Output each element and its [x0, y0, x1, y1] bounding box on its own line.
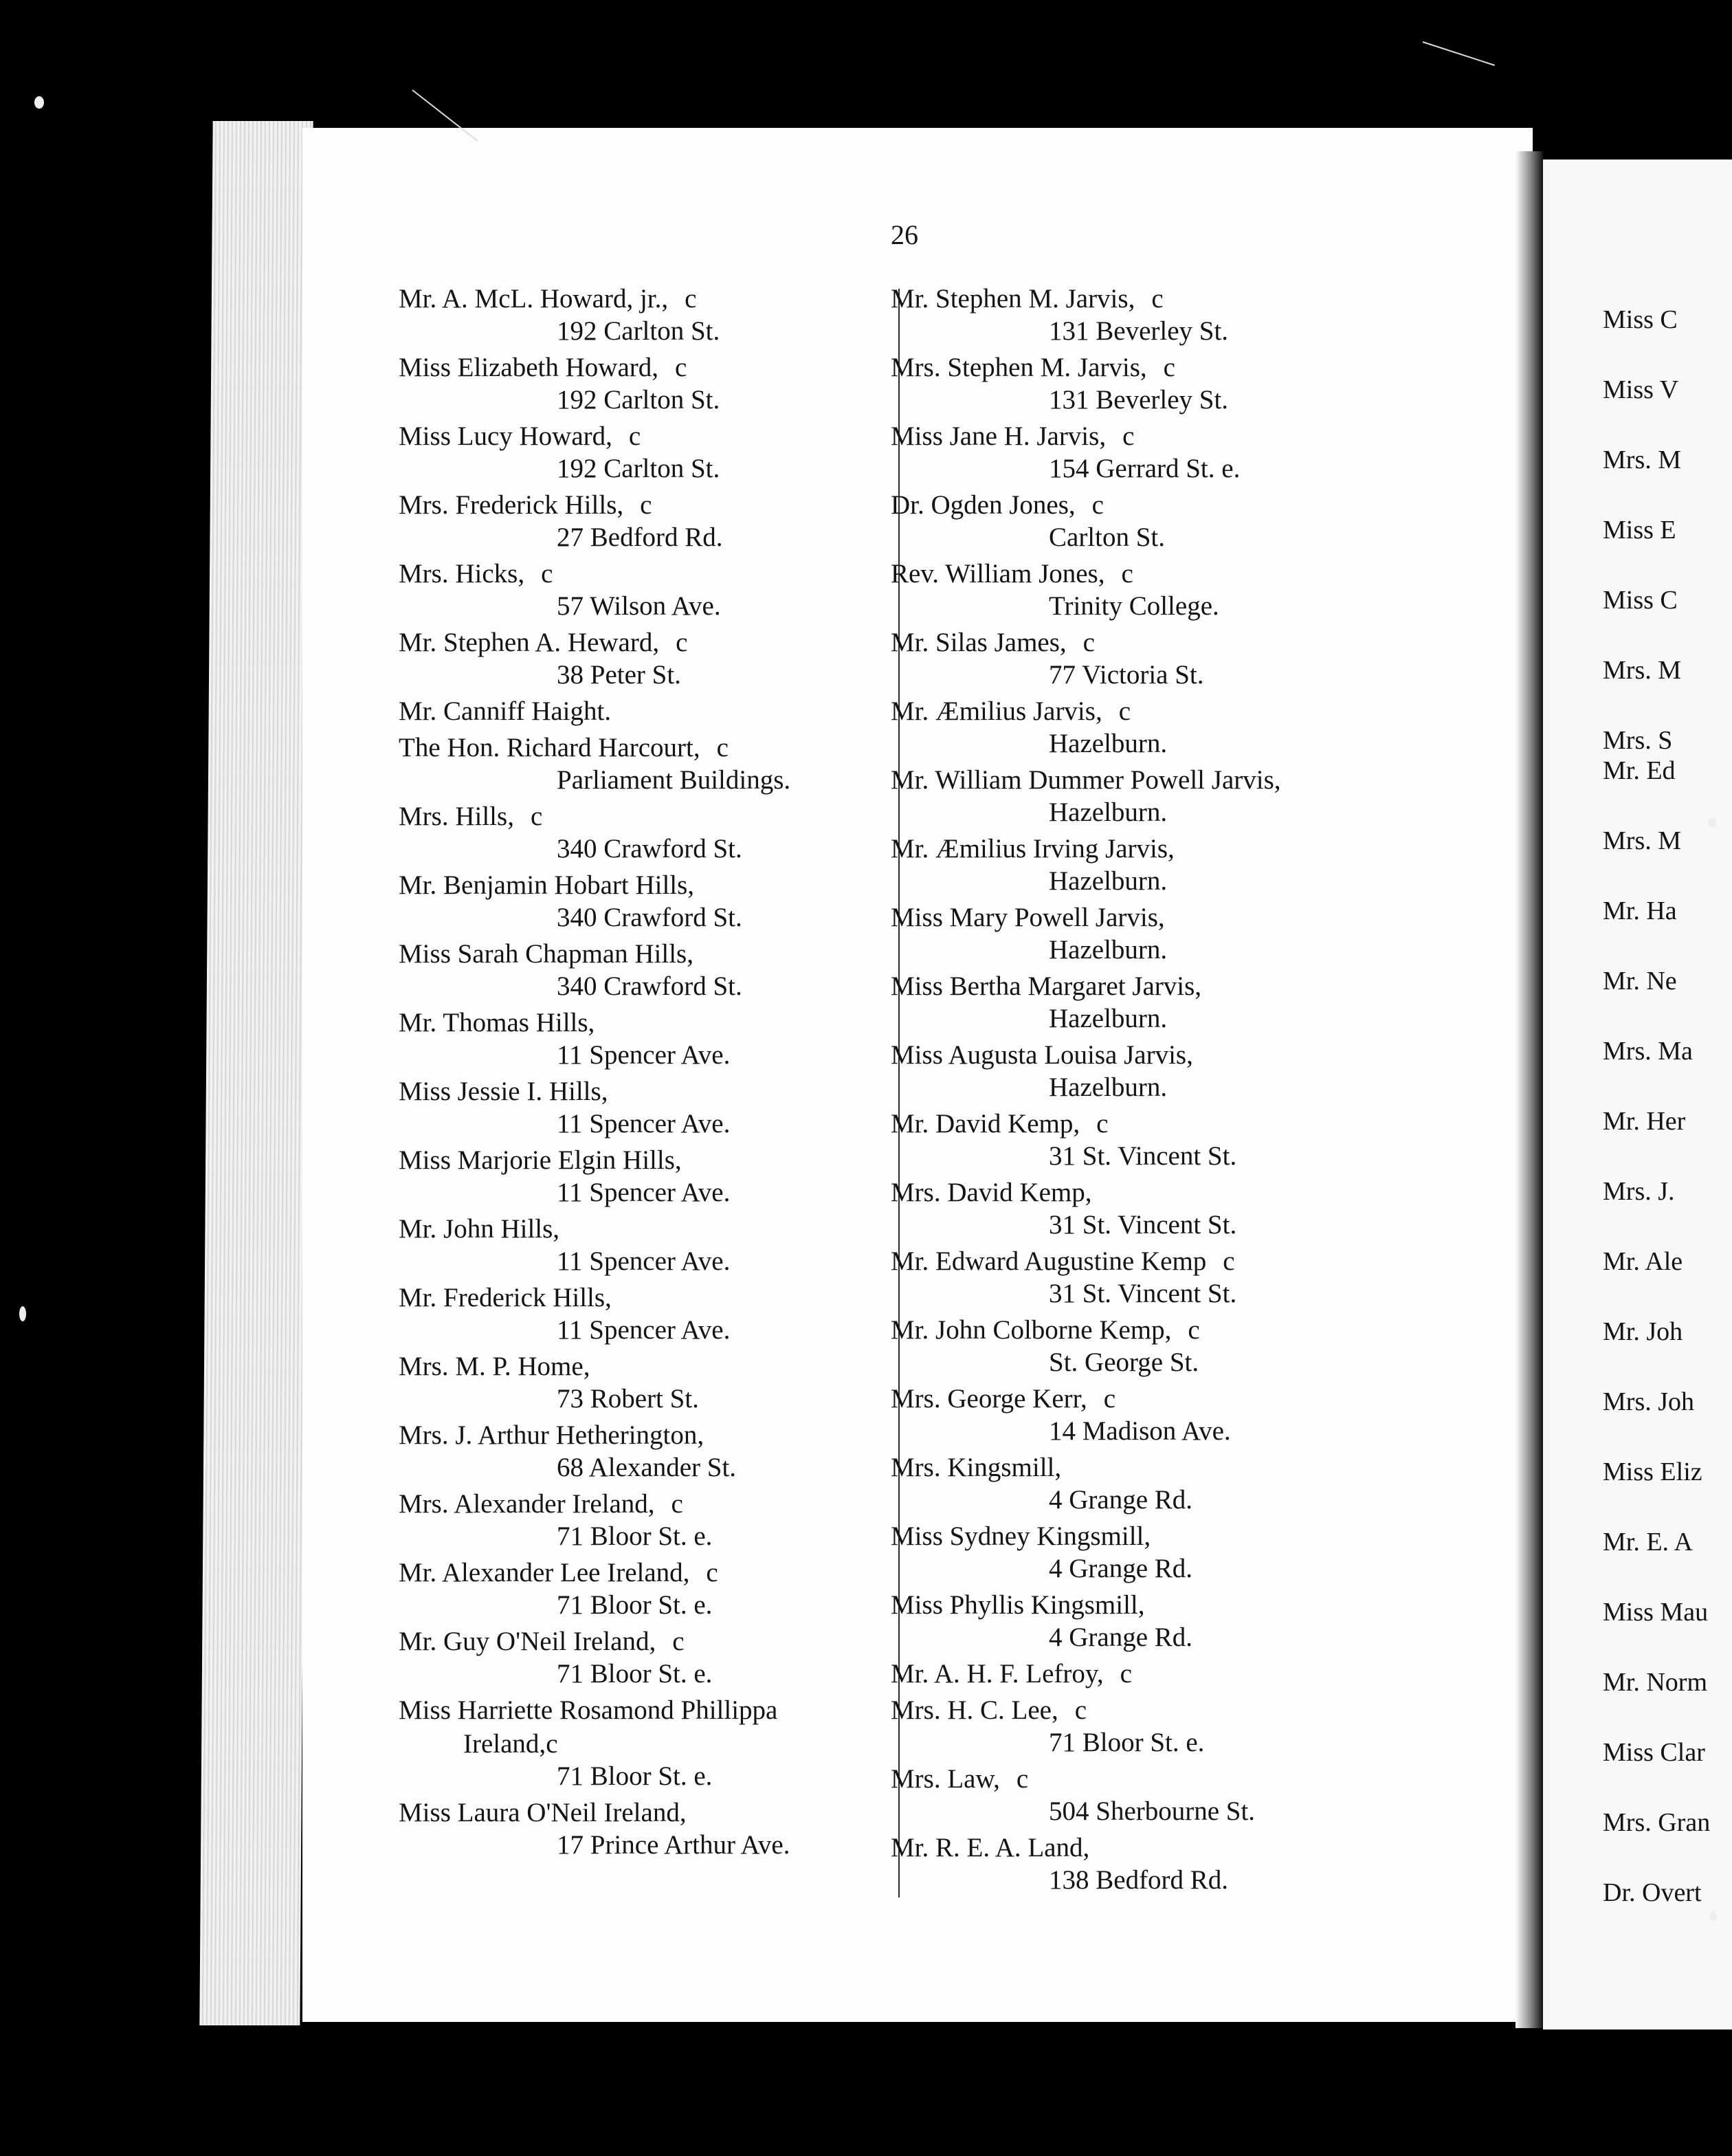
directory-entry — [891, 969, 1281, 1035]
page-number: 26 — [891, 219, 918, 250]
entry-mark: c — [1223, 1246, 1235, 1276]
directory-entry — [399, 1143, 790, 1209]
entry-name — [399, 557, 790, 591]
entry-mark: c — [1016, 1764, 1029, 1794]
entry-name-text: Miss Laura O'Neil Ireland, — [399, 1798, 687, 1827]
entry-address: 71 Bloor St. e. — [557, 1521, 713, 1551]
directory-entry — [399, 419, 790, 485]
entry-name — [399, 1693, 790, 1727]
entry-mark: c — [1188, 1315, 1200, 1345]
entry-address: 31 St. Vincent St. — [1049, 1141, 1237, 1171]
entry-name-text: Mr. R. E. A. Land, — [891, 1833, 1090, 1862]
entry-name — [891, 557, 1281, 591]
entry-name — [891, 1382, 1281, 1416]
next-page-entry-fragment: Mrs. M — [1603, 656, 1682, 685]
directory-entry — [891, 351, 1281, 417]
entry-name — [399, 1075, 790, 1108]
entry-name-text: Miss Bertha Margaret Jarvis, — [891, 971, 1202, 1001]
entry-name — [891, 1244, 1281, 1278]
directory-entry — [399, 731, 790, 797]
entry-name-text: Miss Harriette Rosamond Phillippa — [399, 1695, 778, 1725]
entry-name — [399, 1281, 790, 1314]
entry-name — [891, 1693, 1281, 1727]
entry-name-text: Miss Lucy Howard, — [399, 421, 612, 451]
entry-name-text: Dr. Ogden Jones, — [891, 490, 1076, 520]
directory-entry — [891, 1107, 1281, 1173]
entry-name — [399, 1796, 790, 1829]
next-page-entry-fragment: Mrs. S — [1603, 726, 1673, 755]
directory-entry — [891, 488, 1281, 554]
entry-name-text: Mrs. M. P. Home, — [399, 1352, 590, 1381]
entry-address: 71 Bloor St. e. — [1049, 1728, 1205, 1757]
entry-address: Hazelburn. — [1049, 866, 1168, 896]
entry-name-text: Miss Sarah Chapman Hills, — [399, 939, 693, 969]
entry-mark: c — [716, 733, 729, 762]
entry-name — [399, 868, 790, 902]
entry-address: 71 Bloor St. e. — [557, 1590, 713, 1620]
directory-entry — [891, 1657, 1281, 1691]
dust-speck — [19, 1306, 26, 1321]
entry-name — [399, 488, 790, 522]
next-page-entry-fragment: Mr. Norm — [1603, 1668, 1707, 1697]
entry-name — [891, 1176, 1281, 1209]
directory-entry — [891, 1313, 1281, 1379]
next-page-entry-fragment: Mrs. M — [1603, 446, 1682, 474]
entry-mark: c — [628, 421, 641, 451]
entry-name-text: Mrs. Kingsmill, — [891, 1453, 1062, 1482]
entry-name-text: Mrs. George Kerr, — [891, 1384, 1087, 1414]
next-page-entry-fragment: Miss Clar — [1603, 1738, 1705, 1767]
directory-entry — [891, 282, 1281, 348]
entry-address: 11 Spencer Ave. — [557, 1246, 731, 1276]
entry-address: 340 Crawford St. — [557, 834, 742, 864]
next-page-entry-fragment: Miss Eliz — [1603, 1458, 1702, 1486]
entry-name — [399, 1625, 790, 1658]
entry-address: 17 Prince Arthur Ave. — [557, 1830, 790, 1860]
entry-name — [399, 626, 790, 659]
entry-name-continuation — [399, 1727, 790, 1761]
film-scratch — [1423, 41, 1495, 66]
entry-mark: c — [530, 802, 543, 831]
entry-name-text: Mrs. Frederick Hills, — [399, 490, 624, 520]
entry-name — [399, 1418, 790, 1452]
entry-name-text: Miss Augusta Louisa Jarvis, — [891, 1040, 1193, 1070]
directory-entry — [399, 557, 790, 623]
entry-name-text: Mr. Silas James, — [891, 628, 1067, 657]
entry-name — [891, 1588, 1281, 1622]
entry-address: 68 Alexander St. — [557, 1453, 737, 1482]
entry-name-text: Mrs. David Kemp, — [891, 1178, 1092, 1207]
directory-entry — [399, 937, 790, 1003]
entry-address: 192 Carlton St. — [557, 385, 720, 415]
directory-entry — [399, 626, 790, 692]
entry-address: 11 Spencer Ave. — [557, 1315, 731, 1345]
entry-name — [891, 901, 1281, 934]
entry-name — [399, 731, 790, 764]
next-page-entry-fragment: Miss C — [1603, 305, 1678, 334]
book-page-edges — [199, 121, 313, 2025]
directory-entry — [891, 1451, 1281, 1517]
directory-entry — [891, 1382, 1281, 1448]
next-page-entry-fragment: Mrs. M — [1603, 826, 1682, 855]
entry-name — [399, 351, 790, 384]
directory-entry — [891, 1038, 1281, 1104]
entry-mark: c — [1120, 1659, 1132, 1688]
entry-mark: c — [671, 1489, 683, 1519]
directory-entry — [891, 557, 1281, 623]
next-page-entry-fragment: Mrs. Gran — [1603, 1808, 1711, 1837]
directory-entry — [399, 1281, 790, 1347]
entry-name-text: Mr. Stephen A. Heward, — [399, 628, 660, 657]
entry-name-text: Mrs. Stephen M. Jarvis, — [891, 353, 1147, 382]
entry-name — [891, 694, 1281, 728]
entry-name-text: Miss Elizabeth Howard, — [399, 353, 659, 382]
next-page-entry-fragment: Mr. Ha — [1603, 896, 1677, 925]
entry-name — [891, 763, 1281, 797]
entry-address: 340 Crawford St. — [557, 903, 742, 932]
entry-name — [891, 488, 1281, 522]
entry-address: 11 Spencer Ave. — [557, 1178, 731, 1207]
entry-name-text: Mr. John Colborne Kemp, — [891, 1315, 1172, 1345]
entry-name-text: Rev. William Jones, — [891, 559, 1105, 588]
directory-entry — [399, 1212, 790, 1278]
entry-address: 11 Spencer Ave. — [557, 1109, 731, 1138]
entry-mark: c — [675, 353, 687, 382]
entry-name — [399, 1350, 790, 1383]
next-page-entry-fragment: Mrs. Joh — [1603, 1387, 1695, 1416]
entry-address: 131 Beverley St. — [1049, 385, 1229, 415]
directory-entry — [891, 1519, 1281, 1585]
entry-name-text: Miss Jessie I. Hills, — [399, 1077, 608, 1106]
entry-name — [399, 1556, 790, 1590]
entry-name-text: Mr. Æmilius Jarvis, — [891, 696, 1102, 726]
directory-entry — [399, 282, 790, 348]
dust-speck — [1710, 1911, 1717, 1921]
entry-address: 131 Beverley St. — [1049, 316, 1229, 346]
next-page-entry-fragment: Miss V — [1603, 375, 1679, 404]
entry-address: 504 Sherbourne St. — [1049, 1796, 1256, 1826]
entry-address: 11 Spencer Ave. — [557, 1040, 731, 1070]
entry-mark: c — [546, 1729, 558, 1759]
entry-name — [399, 800, 790, 833]
entry-name — [399, 1212, 790, 1246]
entry-mark: c — [1091, 490, 1104, 520]
directory-entry — [891, 1831, 1281, 1897]
entry-name-text: Miss Marjorie Elgin Hills, — [399, 1145, 682, 1175]
next-page-entry-fragment: Mrs. Ma — [1603, 1037, 1693, 1066]
book-gutter — [1516, 151, 1543, 2028]
directory-entry — [399, 1693, 790, 1793]
entry-mark: c — [1082, 628, 1095, 657]
directory-entry — [399, 1796, 790, 1862]
entry-name — [891, 1762, 1281, 1796]
entry-name — [399, 1143, 790, 1177]
entry-name-text: Mrs. J. Arthur Hetherington, — [399, 1420, 704, 1450]
directory-entry — [399, 800, 790, 866]
entry-mark: c — [1151, 284, 1164, 314]
entry-name — [891, 832, 1281, 866]
entry-address: Hazelburn. — [1049, 1004, 1168, 1033]
directory-entry — [399, 1418, 790, 1484]
entry-address: 4 Grange Rd. — [1049, 1554, 1193, 1583]
entry-address: Hazelburn. — [1049, 798, 1168, 827]
entry-address: 27 Bedford Rd. — [557, 522, 723, 552]
entry-address: Trinity College. — [1049, 591, 1219, 621]
entry-name-text: Mr. William Dummer Powell Jarvis, — [891, 765, 1281, 795]
directory-entry — [399, 1625, 790, 1691]
entry-name — [891, 1313, 1281, 1347]
entry-address: Parliament Buildings. — [557, 765, 791, 795]
entry-name-text: Mr. Alexander Lee Ireland, — [399, 1558, 690, 1587]
directory-entry — [399, 1350, 790, 1416]
left-column — [399, 282, 790, 1864]
entry-mark: c — [1118, 696, 1131, 726]
directory-entry — [399, 1075, 790, 1141]
directory-entry — [399, 1006, 790, 1072]
entry-name-text: Miss Mary Powell Jarvis, — [891, 903, 1165, 932]
entry-mark: c — [640, 490, 652, 520]
entry-address: 138 Bedford Rd. — [1049, 1865, 1229, 1895]
entry-mark: c — [1096, 1109, 1109, 1138]
entry-address: 57 Wilson Ave. — [557, 591, 721, 621]
entry-name — [891, 351, 1281, 384]
entry-mark: c — [1163, 353, 1175, 382]
entry-address: 4 Grange Rd. — [1049, 1622, 1193, 1652]
entry-name-text: Mr. David Kemp, — [891, 1109, 1080, 1138]
next-page-entry-fragment: Mr. Ne — [1603, 967, 1677, 996]
next-page-entry-fragment: Miss Mau — [1603, 1598, 1709, 1627]
entry-name — [891, 1038, 1281, 1072]
directory-entry — [891, 1762, 1281, 1828]
directory-entry — [399, 351, 790, 417]
entry-name-text: Miss Phyllis Kingsmill, — [891, 1590, 1145, 1620]
entry-mark: c — [672, 1627, 685, 1656]
next-page-entry-fragment: Mr. Her — [1603, 1107, 1686, 1136]
directory-entry — [399, 1556, 790, 1622]
entry-address: 77 Victoria St. — [1049, 660, 1204, 690]
directory-entry — [891, 901, 1281, 967]
entry-address: 192 Carlton St. — [557, 316, 720, 346]
entry-mark: c — [676, 628, 688, 657]
entry-name — [891, 419, 1281, 453]
entry-name — [891, 626, 1281, 659]
entry-name — [891, 1107, 1281, 1141]
entry-name — [891, 1831, 1281, 1864]
entry-name-text: Mr. Benjamin Hobart Hills, — [399, 870, 695, 900]
entry-name — [399, 282, 790, 316]
entry-name-text: Mr. Edward Augustine Kemp — [891, 1246, 1207, 1276]
entry-name — [399, 1487, 790, 1521]
entry-address: Hazelburn. — [1049, 935, 1168, 965]
entry-name-text: Mr. A. H. F. Lefroy, — [891, 1659, 1104, 1688]
next-page-entry-fragment: Miss E — [1603, 516, 1676, 544]
entry-mark: c — [685, 284, 697, 314]
next-page-entry-fragment: Mrs. J. — [1603, 1177, 1675, 1206]
entry-name-text: Mr. Æmilius Irving Jarvis, — [891, 834, 1175, 864]
next-page-entry-fragment: Dr. Overt — [1603, 1878, 1702, 1907]
directory-entry — [891, 1693, 1281, 1759]
entry-mark: c — [706, 1558, 718, 1587]
entry-name-text: Mrs. Alexander Ireland, — [399, 1489, 655, 1519]
right-column — [891, 282, 1281, 1900]
directory-entry — [891, 763, 1281, 829]
entry-address: 31 St. Vincent St. — [1049, 1210, 1237, 1240]
directory-entry — [891, 626, 1281, 692]
entry-name-text: Mrs. Hills, — [399, 802, 514, 831]
entry-mark: c — [1121, 559, 1133, 588]
next-page-column — [1603, 302, 1732, 1946]
entry-address: 73 Robert St. — [557, 1384, 699, 1414]
directory-entry — [399, 488, 790, 554]
entry-name — [891, 969, 1281, 1003]
directory-entry — [399, 1487, 790, 1553]
next-page-entry-fragment: Miss C — [1603, 586, 1678, 615]
entry-name-text: Mrs. Hicks, — [399, 559, 525, 588]
entry-name — [891, 282, 1281, 316]
entry-address: 4 Grange Rd. — [1049, 1485, 1193, 1515]
directory-entry — [891, 832, 1281, 898]
entry-name — [399, 694, 790, 728]
entry-address: 71 Bloor St. e. — [557, 1761, 713, 1791]
directory-entry — [399, 868, 790, 934]
entry-name-text: Mr. Canniff Haight. — [399, 696, 612, 726]
entry-name-text: Miss Jane H. Jarvis, — [891, 421, 1107, 451]
next-page-entry-fragment: Mr. Joh — [1603, 1317, 1683, 1346]
entry-address: 340 Crawford St. — [557, 971, 742, 1001]
entry-address: Hazelburn. — [1049, 1072, 1168, 1102]
entry-name-continuation-text: Ireland, — [463, 1729, 546, 1759]
entry-name-text: Mr. Guy O'Neil Ireland, — [399, 1627, 656, 1656]
entry-name-text: The Hon. Richard Harcourt, — [399, 733, 700, 762]
entry-address: 38 Peter St. — [557, 660, 681, 690]
entry-mark: c — [1074, 1695, 1087, 1725]
entry-name-text: Miss Sydney Kingsmill, — [891, 1521, 1151, 1551]
entry-address: Carlton St. — [1049, 522, 1166, 552]
dust-speck — [34, 96, 44, 109]
next-page-entry-fragment: Mr. Ed — [1603, 756, 1676, 785]
entry-name — [399, 937, 790, 971]
entry-address: Hazelburn. — [1049, 729, 1168, 758]
entry-name-text: Mrs. H. C. Lee, — [891, 1695, 1058, 1725]
directory-entry — [399, 694, 790, 728]
entry-mark: c — [1122, 421, 1135, 451]
entry-name — [891, 1451, 1281, 1484]
next-page-entry-fragment: Mr. E. A — [1603, 1528, 1693, 1556]
entry-name — [891, 1519, 1281, 1553]
entry-address: St. George St. — [1049, 1348, 1199, 1377]
entry-address: 14 Madison Ave. — [1049, 1416, 1231, 1446]
entry-name-text: Mr. Frederick Hills, — [399, 1283, 612, 1312]
entry-mark: c — [541, 559, 553, 588]
entry-name — [399, 419, 790, 453]
entry-address: 192 Carlton St. — [557, 454, 720, 483]
entry-address: 71 Bloor St. e. — [557, 1659, 713, 1688]
entry-name — [891, 1657, 1281, 1691]
directory-entry — [891, 694, 1281, 760]
entry-address: 31 St. Vincent St. — [1049, 1279, 1237, 1308]
entry-address: 154 Gerrard St. e. — [1049, 454, 1241, 483]
directory-entry — [891, 419, 1281, 485]
dust-speck — [1708, 818, 1716, 828]
next-page-entry-fragment: Mr. Ale — [1603, 1247, 1683, 1276]
entry-name-text: Mr. Stephen M. Jarvis, — [891, 284, 1135, 314]
directory-entry — [891, 1176, 1281, 1242]
entry-name-text: Mrs. Law, — [891, 1764, 1000, 1794]
directory-entry — [891, 1244, 1281, 1310]
entry-mark: c — [1103, 1384, 1116, 1414]
directory-entry — [891, 1588, 1281, 1654]
entry-name — [399, 1006, 790, 1040]
entry-name-text: Mr. John Hills, — [399, 1214, 560, 1244]
entry-name-text: Mr. Thomas Hills, — [399, 1008, 595, 1037]
entry-name-text: Mr. A. McL. Howard, jr., — [399, 284, 669, 314]
